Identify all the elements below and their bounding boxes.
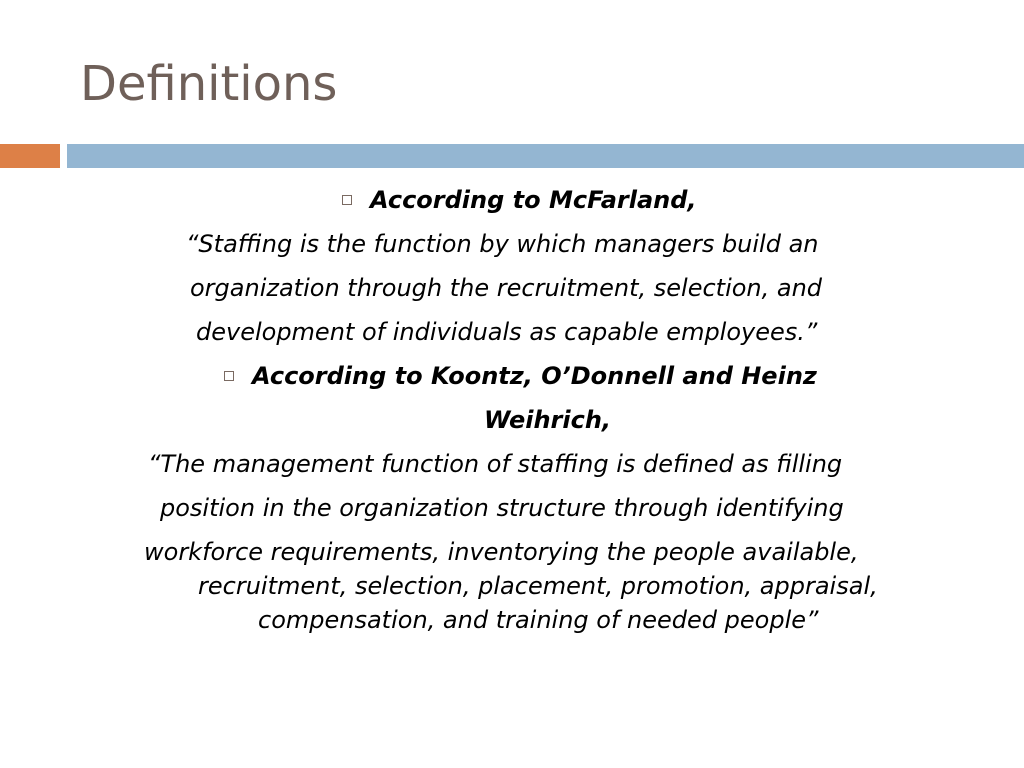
- quote-line: organization through the recruitment, selection, and: [190, 274, 823, 302]
- definition-heading-mcfarland: [342, 186, 697, 214]
- quote-line: position in the organization structure through identifying: [160, 494, 844, 522]
- quote-line: “The management function of staffing is defined as filling: [148, 450, 843, 478]
- quote-line: development of individuals as capable employees.”: [196, 318, 818, 346]
- quote-line: compensation, and training of needed people”: [258, 606, 819, 634]
- heading-text: According to McFarland,: [370, 186, 697, 214]
- heading-text: According to Koontz, O’Donnell and Heinz: [252, 362, 817, 390]
- quote-line: “Staffing is the function by which managers build an: [186, 230, 819, 258]
- definition-heading-continued: Weihrich,: [484, 406, 612, 434]
- bullet-square-icon: [342, 195, 352, 205]
- definition-heading-koontz: [224, 362, 817, 390]
- quote-line: recruitment, selection, placement, promotion, appraisal,: [198, 572, 878, 600]
- accent-bar-blue: [67, 144, 1024, 168]
- accent-bar-orange: [0, 144, 60, 168]
- bullet-square-icon: [224, 371, 234, 381]
- slide-title: Definitions: [80, 56, 338, 112]
- quote-line: workforce requirements, inventorying the people available,: [144, 538, 859, 566]
